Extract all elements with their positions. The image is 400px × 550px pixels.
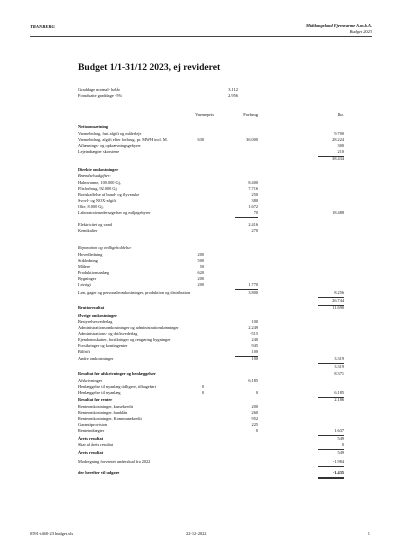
row-forbrug: 1.770 <box>248 282 258 287</box>
row-amount: 549 <box>337 436 344 441</box>
row-label: Elektricitet og vand <box>78 222 112 227</box>
subsection-heading-label: Brændselsudgifter: <box>78 173 111 178</box>
row-amount: 6.185 <box>334 390 344 395</box>
row-forbrug: 6.185 <box>248 378 258 383</box>
subsection-heading-label: Reparation og vedligeholdelse: <box>78 245 132 250</box>
column-header-varmepris: Varmepris <box>195 112 214 117</box>
header-budget-year: Budget 2023 <box>349 28 372 34</box>
row-label: Renteomkostninger, Kommunekredit <box>78 416 142 421</box>
subtotal-row <box>78 156 344 162</box>
row-forbrug: 270 <box>251 228 258 233</box>
row-forbrug: 0 <box>255 428 258 433</box>
row-forbrug: 260 <box>251 410 258 415</box>
row-amount: 8.371 <box>334 371 344 376</box>
footer-filename: 0591-t460-23 budget.xls <box>30 531 74 536</box>
table-row <box>78 390 344 396</box>
row-label: Svovl- og NOX-afgift <box>78 198 116 203</box>
row-label: Kemikalier <box>78 228 98 233</box>
row-forbrug: 1.672 <box>248 204 258 209</box>
table-row <box>78 442 344 448</box>
row-varmepris: 200 <box>197 252 204 257</box>
table-row <box>78 228 344 234</box>
row-varmepris: 620 <box>197 270 204 275</box>
row-label: Modregning forventet underskud fra 2022 <box>78 459 151 464</box>
graddage-label: Graddage normal- helår <box>78 87 120 92</box>
subtotal-row <box>78 364 344 370</box>
row-label: Bestyrelsesvederlag <box>78 319 113 324</box>
row-amount: 300 <box>337 143 344 148</box>
row-label: Bruttoresultat <box>78 305 105 310</box>
row-amount: 9.700 <box>334 131 344 136</box>
row-label: Årets resultat <box>78 450 104 455</box>
row-label: Administrations- og driftsvederlag <box>78 331 138 336</box>
row-varmepris: 50 <box>199 264 204 269</box>
row-forbrug: 240 <box>251 337 258 342</box>
row-forbrug: 7.716 <box>248 186 258 191</box>
subsection-heading <box>78 245 344 251</box>
row-label: Renteomkostninger, kassekredit <box>78 404 133 409</box>
row-label: Bilfrift <box>78 349 90 354</box>
row-label: Varmebidrag, afgift efter forbrug, pr. MWH incl. M. <box>78 137 168 142</box>
row-label: Varmebidrag, fast afgift og målerleje <box>78 131 142 136</box>
sum-rule-double <box>318 478 344 479</box>
row-varmepris: 500 <box>197 258 204 263</box>
direkte-total: 26.744 <box>332 298 344 303</box>
row-amount: 28.224 <box>332 137 344 142</box>
row-forbrug: 100 <box>251 356 258 361</box>
section-heading-label: Direkte omkostninger <box>78 167 119 172</box>
row-label: Resultat før renter <box>78 397 113 402</box>
row-amount: 8.256 <box>334 290 344 295</box>
page-title: Budget 1/1-31/12 2023, ej revideret <box>78 62 221 73</box>
row-label: Garantiprovision <box>78 422 108 427</box>
row-amount: 210 <box>337 149 344 154</box>
row-forbrug: 952 <box>251 416 258 421</box>
row-forbrug: 70 <box>253 210 258 215</box>
row-label: Aflæsnings- og opkrævningsgebyrer <box>78 143 141 148</box>
row-amount: 0 <box>341 442 344 447</box>
row-label: Løn, gager og personaleomkostninger, produktion og distribution <box>78 290 191 295</box>
resultat-foer-renter-row <box>78 397 344 403</box>
oevrige-total: 3.319 <box>334 364 344 369</box>
row-varmepris: 200 <box>197 276 204 281</box>
subtotal-row <box>78 298 344 304</box>
table-row <box>78 428 344 434</box>
row-amount: 549 <box>337 450 344 455</box>
row-label: Henlæggelse til nyanlæg tidligere, tilbageført <box>78 384 156 389</box>
row-label: Andre omkostninger <box>78 356 114 361</box>
sum-rule <box>235 217 258 218</box>
row-label: Ejendomsskatter, forsikringer og rengøring bygninger <box>78 337 171 342</box>
table-row <box>78 282 344 288</box>
row-varmepris: 0 <box>201 390 204 395</box>
row-label: Renteomkostninger, banklån <box>78 410 128 415</box>
header-right <box>306 23 372 34</box>
row-varmepris: 630 <box>197 137 204 142</box>
row-varmepris: 0 <box>201 384 204 389</box>
table-row <box>78 210 344 216</box>
row-label: Bortskaffelse af bund- og flyveaske <box>78 192 140 197</box>
column-header-forbrug: Forbrug <box>243 112 258 117</box>
row-forbrug: 380 <box>251 198 258 203</box>
row-label: Flisforbrug, 92.000 Gj <box>78 186 117 191</box>
row-forbrug: 3.800 <box>248 290 258 295</box>
row-label: Skat af årets resultat <box>78 442 113 447</box>
table-row <box>78 149 344 155</box>
section-heading-label: Nettoomsætning <box>78 124 109 129</box>
graddage-label: Forudsatte graddage -5% <box>78 93 123 98</box>
row-label: Målere <box>78 264 91 269</box>
row-label: Hovedledning <box>78 252 103 257</box>
row-amount: 1.637 <box>334 428 344 433</box>
row-amount: 3.319 <box>334 356 344 361</box>
sum-rule <box>318 466 344 467</box>
row-forbrug: 8.400 <box>248 180 258 185</box>
graddage-value: 3.112 <box>228 87 238 92</box>
row-label: I øvrigt <box>78 282 91 287</box>
subsection-heading <box>78 173 344 179</box>
row-varmepris: 200 <box>197 282 204 287</box>
footer-page-number: 1 <box>367 531 370 536</box>
row-label: Henlæggelse til nyanlæg <box>78 390 121 395</box>
row-label: Årets resultat <box>78 436 104 441</box>
nettoomsaetning-total: 38.434 <box>332 156 344 161</box>
herefter-row <box>78 470 344 476</box>
row-forbrug: 200 <box>251 404 258 409</box>
row-label: Renteindtægter <box>78 428 105 433</box>
footer-date: 22-12-2022 <box>186 531 207 536</box>
section-heading-label: Øvrige omkostninger <box>78 313 118 318</box>
graddage-row <box>78 93 238 99</box>
table-row <box>78 356 344 362</box>
header-company: TRANBERG <box>30 24 55 29</box>
row-forbrug: 225 <box>251 422 258 427</box>
row-label: Bygninger <box>78 276 97 281</box>
row-label: Olie, 8.000 Gj, <box>78 204 104 209</box>
row-forbrug: 100 <box>251 319 258 324</box>
row-label: Produktionsanlæg <box>78 270 110 275</box>
row-forbrug: 2.416 <box>248 222 258 227</box>
row-amount: 11.690 <box>332 305 344 310</box>
row-amount: 2.186 <box>334 397 344 402</box>
row-forbrug: 0 <box>255 390 258 395</box>
resultat-foer-afskr-row <box>78 371 344 377</box>
row-label: Stikledning <box>78 258 98 263</box>
header-org-name: Midtlangeland Fjernvarme A.m.b.A. <box>306 23 372 28</box>
row-label: der herefter vil udgøre <box>78 470 120 475</box>
section-heading <box>78 124 344 130</box>
row-forbrug: 36.000 <box>246 137 258 142</box>
table-row <box>78 349 344 355</box>
row-forbrug: -515 <box>250 331 258 336</box>
header-divider <box>30 36 372 37</box>
row-amount: -1.984 <box>332 459 344 464</box>
row-forbrug: 945 <box>251 343 258 348</box>
column-header-ikr: Ikr. <box>337 112 344 117</box>
row-label: Administrationsomkostninger og administrationslønninger <box>78 325 179 330</box>
aarets-resultat-row <box>78 450 344 456</box>
row-forbrug: 250 <box>251 192 258 197</box>
row-label: Halmvarme, 100.000 Gj, <box>78 180 121 185</box>
row-amount: -1.435 <box>332 470 344 475</box>
row-label: Resultat før afskrivninger og henlæggelser <box>78 371 156 376</box>
bruttoresultat-row <box>78 305 344 311</box>
row-label: Laboratorieundersøgelser og miljøgebyrer <box>78 210 151 215</box>
graddage-value: 2.956 <box>228 93 238 98</box>
row-amount: 18.488 <box>332 210 344 215</box>
row-forbrug: 100 <box>251 349 258 354</box>
row-forbrug: 2.249 <box>248 325 258 330</box>
row-label: Forsikringer og kontingenter <box>78 343 128 348</box>
table-row <box>78 459 344 465</box>
row-label: Lejeindtægter skorstene <box>78 149 120 154</box>
table-row <box>78 290 344 296</box>
row-label: Afskrivninger <box>78 378 103 383</box>
